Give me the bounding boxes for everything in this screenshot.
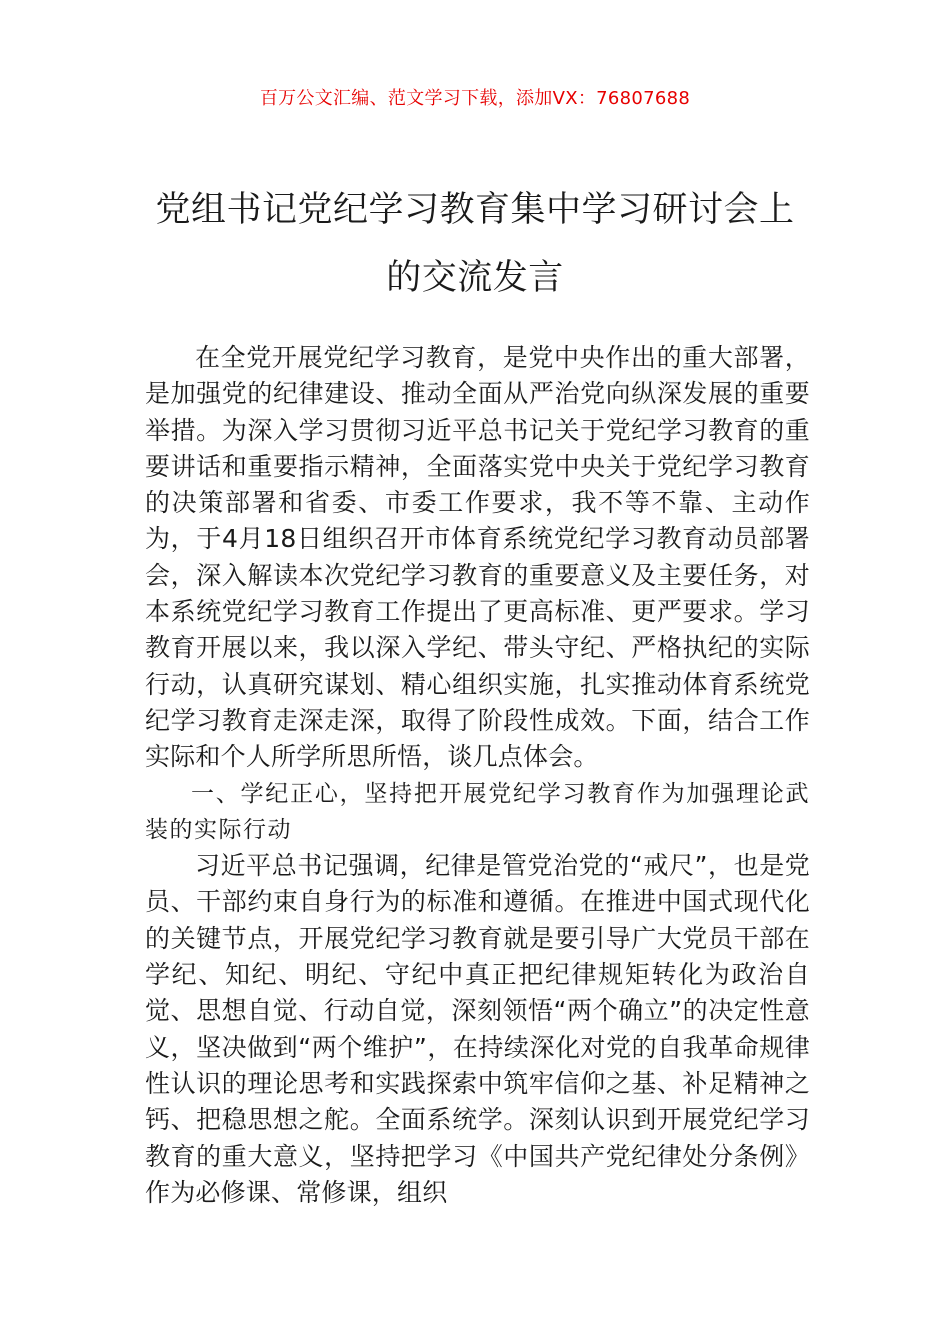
section-1-paragraph: 习近平总书记强调，纪律是管党治党的“戒尺”，也是党员、干部约束自身行为的标准和遵循。在推进中国式现代化的关键节点，开展党纪学习教育就是要引导广大党员干部在学纪、知纪、明纪、守纪中真正把纪律规矩转化为政治自觉、思想自觉、行动自觉，深刻领悟“两个确立”的决定性意义，坚决做到“两个维护”，在持续深化对党的自我革命规律性认识的理论思考和实践探索中筑牢信仰之基、补足精神之钙、把稳思想之舵。全面系统学。深刻认识到开展党纪学习教育的重大意义，坚持把学习《中国共产党纪律处分条例》作为必修课、常修课，组织 bbox=[145, 851, 810, 1207]
document-title-line-2: 的交流发言 bbox=[386, 258, 564, 298]
document-title-line-1: 党组书记党纪学习教育集中学习研讨会上 bbox=[155, 190, 795, 230]
document-body bbox=[145, 340, 810, 1211]
header-watermark-note: 百万公文汇编、范文学习下载，添加VX：76807688 bbox=[259, 88, 691, 109]
intro-paragraph: 在全党开展党纪学习教育，是党中央作出的重大部署，是加强党的纪律建设、推动全面从严治党向纵深发展的重要举措。为深入学习贯彻习近平总书记关于党纪学习教育的重要讲话和重要指示精神，全面落实党中央关于党纪学习教育的决策部署和省委、市委工作要求，我不等不靠、主动作为，于4月18日组织召开市体育系统党纪学习教育动员部署会，深入解读本次党纪学习教育的重要意义及主要任务，对本系统党纪学习教育工作提出了更高标准、更严要求。学习教育开展以来，我以深入学纪、带头守纪、严格执纪的实际行动，认真研究谋划、精心组织实施，扎实推动体育系统党纪学习教育走深走深，取得了阶段性成效。下面，结合工作实际和个人所学所思所悟，谈几点体会。 bbox=[145, 343, 810, 772]
document-title bbox=[130, 176, 820, 312]
section-1-heading: 一、学纪正心，坚持把开展党纪学习教育作为加强理论武装的实际行动 bbox=[145, 780, 810, 843]
